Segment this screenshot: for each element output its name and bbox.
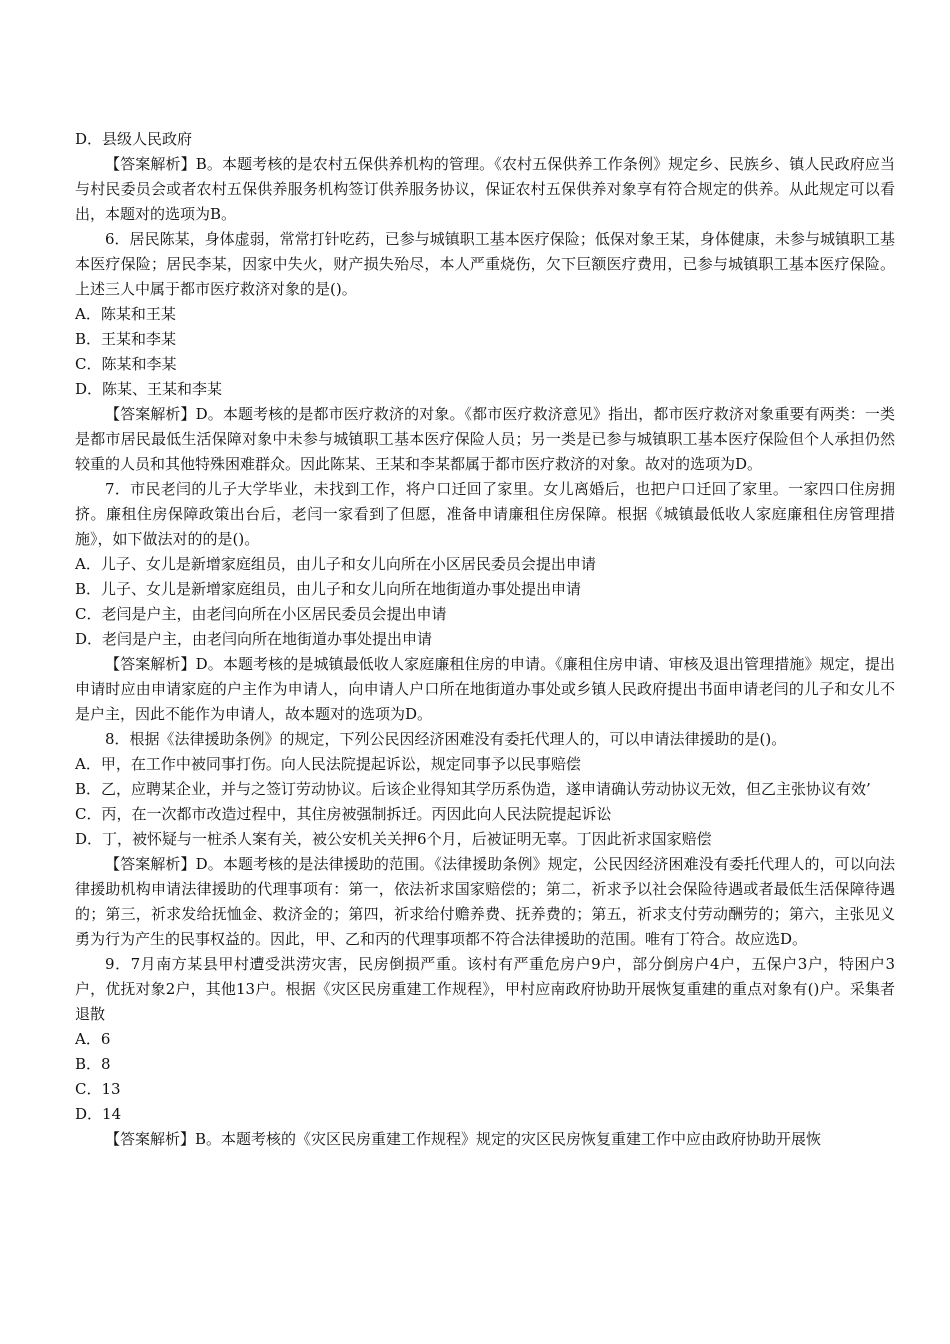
answer-option: A．6 <box>75 1030 111 1048</box>
answer-option: B．儿子、女儿是新增家庭组员，由儿子和女儿向所在地街道办事处提出申请 <box>75 580 582 598</box>
answer-explanation: 【答案解析】D。本题考核的是法律援助的范围。《法律援助条例》规定，公民因经济困难没有委托代理人的，可以向法律援助机构申请法律援助的代理事项有：第一，依法祈求国家赔偿的；第二，祈求予以社会保险待遇或者最低生活保障待遇的；第三，祈求发给抚恤金、救济金的；第四，祈求给付赡养费、抚养费的；第五，祈求支付劳动酬劳的；第六，主张见义勇为行为产生的民事权益的。因此，甲、乙和丙的代理事项都不符合法律援助的范围。唯有丁符合。故应选D。 <box>75 855 895 948</box>
answer-explanation: 【答案解析】D。本题考核的是都市医疗救济的对象。《都市医疗救济意见》指出，都市医疗救济对象重要有两类：一类是都市居民最低生活保障对象中未参与城镇职工基本医疗保险人员；另一类是已参与城镇职工基本医疗保险但个人承担仍然较重的人员和其他特殊困难群众。因此陈某、王某和李某都属于都市医疗救济的对象。故对的选项为D。 <box>75 405 895 473</box>
answer-option: A．陈某和王某 <box>75 305 176 323</box>
question-text: 6．居民陈某，身体虚弱，常常打针吃药，已参与城镇职工基本医疗保险；低保对象王某，身体健康，未参与城镇职工基本医疗保险；居民李某，因家中失火，财产损失殆尽，本人严重烧伤，欠下巨额医疗费用，已参与城镇职工基本医疗保险。上述三人中属于都市医疗救济对象的是()。 <box>75 230 895 298</box>
answer-option: D．老闫是户主，由老闫向所在地街道办事处提出申请 <box>75 630 433 648</box>
question-text: 8．根据《法律援助条例》的规定，下列公民因经济困难没有委托代理人的，可以申请法律援助的是()。 <box>105 730 787 748</box>
document-page <box>75 127 895 1152</box>
answer-option: B．8 <box>75 1055 111 1073</box>
answer-explanation: 【答案解析】D。本题考核的是城镇最低收人家庭廉租住房的申请。《廉租住房申请、审核及退出管理措施》规定，提出申请时应由申请家庭的户主作为申请人，向申请人户口所在地街道办事处或乡镇人民政府提出书面申请老闫的儿子和女儿不是户主，因此不能作为申请人，故本题对的选项为D。 <box>75 655 895 723</box>
answer-option: C．陈某和李某 <box>75 355 177 373</box>
answer-option: A．儿子、女儿是新增家庭组员，由儿子和女儿向所在小区居民委员会提出申请 <box>75 555 596 573</box>
answer-option: B．乙，应聘某企业，并与之签订劳动协议。后该企业得知其学历系伪造，遂申请确认劳动协议无效，但乙主张协议有效’ <box>75 780 871 798</box>
answer-option: C．13 <box>75 1080 121 1098</box>
question-text: 9．7月南方某县甲村遭受洪涝灾害，民房倒损严重。该村有严重危房户9户，部分倒房户4户，五保户3户，特困户3户，优抚对象2户，其他13户。根据《灾区民房重建工作规程》，甲村应南政府协助开展恢复重建的重点对象有()户。采集者退散 <box>75 955 895 1023</box>
answer-option: D．县级人民政府 <box>75 130 193 148</box>
answer-option: D．14 <box>75 1105 122 1123</box>
answer-option: B．王某和李某 <box>75 330 177 348</box>
answer-explanation: 【答案解析】B。本题考核的是农村五保供养机构的管理。《农村五保供养工作条例》规定乡、民族乡、镇人民政府应当与村民委员会或者农村五保供养服务机构签订供养服务协议，保证农村五保供养对象享有符合规定的供养。从此规定可以看出，本题对的选项为B。 <box>75 155 895 223</box>
answer-option: D．陈某、王某和李某 <box>75 380 223 398</box>
answer-option: A．甲，在工作中被同事打伤。向人民法院提起诉讼，规定同事予以民事赔偿 <box>75 755 581 773</box>
answer-option: C．丙，在一次都市改造过程中，其住房被强制拆迁。丙因此向人民法院提起诉讼 <box>75 805 612 823</box>
answer-option: D．丁，被怀疑与一桩杀人案有关，被公安机关关押6个月，后被证明无辜。丁因此祈求国家赔偿 <box>75 830 712 848</box>
question-text: 7．市民老闫的儿子大学毕业，未找到工作，将户口迁回了家里。女儿离婚后，也把户口迁回了家里。一家四口住房拥挤。廉租住房保障政策出台后，老闫一家看到了但愿，准备申请廉租住房保障。根据《城镇最低收人家庭廉租住房管理措施》，如下做法对的的是()。 <box>75 480 895 548</box>
answer-option: C．老闫是户主，由老闫向所在小区居民委员会提出申请 <box>75 605 447 623</box>
answer-explanation: 【答案解析】B。本题考核的《灾区民房重建工作规程》规定的灾区民房恢复重建工作中应由政府协助开展恢 <box>105 1130 822 1148</box>
